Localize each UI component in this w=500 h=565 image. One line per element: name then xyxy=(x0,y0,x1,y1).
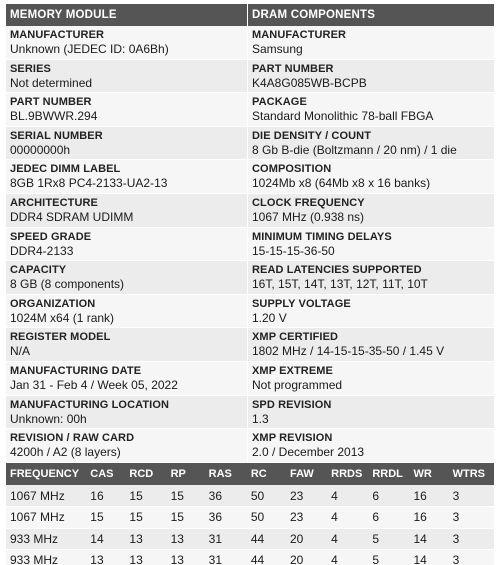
dram-field xyxy=(248,160,494,194)
table-row xyxy=(6,528,494,550)
table-cell: 36 xyxy=(205,485,247,507)
memory-module-field-value: DDR4 SDRAM UDIMM xyxy=(10,209,134,224)
memory-module-field xyxy=(6,127,247,161)
dram-field xyxy=(248,362,494,396)
memory-module-field-value: DDR4-2133 xyxy=(10,243,74,258)
memory-module-field-label: SPEED GRADE xyxy=(10,230,92,243)
dram-field xyxy=(248,93,494,127)
memory-module-field xyxy=(6,396,247,430)
table-cell: 4 xyxy=(327,528,368,550)
dram-components-fields xyxy=(248,26,494,463)
timing-column-header: WR xyxy=(409,463,448,485)
memory-module-field-label: SERIAL NUMBER xyxy=(10,129,103,142)
table-cell: 50 xyxy=(247,507,286,529)
timing-column-header: RP xyxy=(167,463,205,485)
timing-column-header: RC xyxy=(247,463,286,485)
timing-column-header: FREQUENCY xyxy=(6,463,86,485)
memory-module-field-label: MANUFACTURING DATE xyxy=(10,364,142,377)
memory-module-field-value: Not determined xyxy=(10,75,93,90)
table-cell: 36 xyxy=(205,507,247,529)
dram-field-value: 1024Mb x8 (64Mb x8 x 16 banks) xyxy=(252,176,431,191)
table-cell: 6 xyxy=(368,507,409,529)
dram-field-label: PACKAGE xyxy=(252,96,307,109)
memory-module-field xyxy=(6,160,247,194)
dram-field xyxy=(248,60,494,94)
table-cell: 16 xyxy=(409,485,448,507)
memory-module-field-label: REGISTER MODEL xyxy=(10,331,111,344)
timing-table xyxy=(6,463,494,565)
memory-module-field-label: ARCHITECTURE xyxy=(10,196,98,209)
table-row xyxy=(6,507,494,529)
memory-module-field-label: MANUFACTURING LOCATION xyxy=(10,398,170,411)
table-row xyxy=(6,485,494,507)
dram-field-label: SPD REVISION xyxy=(252,398,332,411)
table-cell: 14 xyxy=(409,528,448,550)
table-cell: 4 xyxy=(327,550,368,565)
memory-module-field-value: Jan 31 - Feb 4 / Week 05, 2022 xyxy=(10,377,178,392)
table-cell: 13 xyxy=(125,550,166,565)
dram-field-value: 8 Gb B-die (Boltzmann / 20 nm) / 1 die xyxy=(252,142,457,157)
memory-module-field-value: 8 GB (8 components) xyxy=(10,277,125,292)
memory-module-field xyxy=(6,228,247,262)
table-cell: 23 xyxy=(286,507,327,529)
memory-module-field-label: JEDEC DIMM LABEL xyxy=(10,163,121,176)
memory-module-field-value: 4200h / A2 (8 layers) xyxy=(10,445,121,460)
timing-column-header: RRDL xyxy=(368,463,409,485)
dram-field-value: 1802 MHz / 14-15-15-35-50 / 1.45 V xyxy=(252,344,445,359)
memory-module-field xyxy=(6,429,247,463)
memory-module-field-value: N/A xyxy=(10,344,31,359)
memory-module-field xyxy=(6,328,247,362)
table-cell: 16 xyxy=(409,507,448,529)
table-cell: 23 xyxy=(286,485,327,507)
table-cell: 1067 MHz xyxy=(6,507,86,529)
table-cell: 13 xyxy=(86,550,125,565)
memory-module-field-value: Unknown: 00h xyxy=(10,411,87,426)
table-cell: 20 xyxy=(286,550,327,565)
table-cell: 933 MHz xyxy=(6,528,86,550)
dram-field xyxy=(248,127,494,161)
timing-column-header: RCD xyxy=(125,463,166,485)
table-cell: 933 MHz xyxy=(6,550,86,565)
dram-field-label: SUPPLY VOLTAGE xyxy=(252,297,351,310)
dram-field xyxy=(248,261,494,295)
table-cell: 3 xyxy=(449,485,494,507)
dram-field xyxy=(248,194,494,228)
memory-module-field xyxy=(6,26,247,60)
memory-module-field xyxy=(6,295,247,329)
table-cell: 4 xyxy=(327,485,368,507)
dram-field-label: COMPOSITION xyxy=(252,163,332,176)
dram-field-label: PART NUMBER xyxy=(252,62,334,75)
table-cell: 44 xyxy=(247,528,286,550)
dram-field-label: XMP CERTIFIED xyxy=(252,331,339,344)
table-cell: 13 xyxy=(125,528,166,550)
dram-components-section xyxy=(248,4,494,458)
dram-field-value: 2.0 / December 2013 xyxy=(252,445,365,460)
table-cell: 6 xyxy=(368,485,409,507)
memory-module-field xyxy=(6,93,247,127)
timing-column-header: RRDS xyxy=(327,463,368,485)
table-cell: 50 xyxy=(247,485,286,507)
table-cell: 16 xyxy=(86,485,125,507)
table-cell: 44 xyxy=(247,550,286,565)
timing-column-header: WTRS xyxy=(449,463,494,485)
dram-field-label: CLOCK FREQUENCY xyxy=(252,196,365,209)
memory-module-field-value: BL.9BWWR.294 xyxy=(10,109,98,124)
memory-module-field-value: 1024M x64 (1 rank) xyxy=(10,310,115,325)
table-cell: 1067 MHz xyxy=(6,485,86,507)
dram-field xyxy=(248,396,494,430)
memory-module-field xyxy=(6,261,247,295)
table-cell: 3 xyxy=(449,550,494,565)
memory-module-field-label: REVISION / RAW CARD xyxy=(10,432,135,445)
memory-module-fields xyxy=(6,26,247,463)
memory-module-field-value: 00000000h xyxy=(10,142,71,157)
memory-module-field-label: CAPACITY xyxy=(10,264,67,277)
table-cell: 14 xyxy=(409,550,448,565)
dram-field-label: MANUFACTURER xyxy=(252,29,347,41)
memory-module-field-label: MANUFACTURER xyxy=(10,29,105,41)
memory-module-field-label: SERIES xyxy=(10,62,51,75)
timing-column-header: FAW xyxy=(286,463,327,485)
dram-field-label: MINIMUM TIMING DELAYS xyxy=(252,230,392,243)
memory-module-field xyxy=(6,362,247,396)
memory-module-field-label: PART NUMBER xyxy=(10,96,92,109)
dram-field-label: XMP REVISION xyxy=(252,432,333,445)
table-cell: 13 xyxy=(167,528,205,550)
table-cell: 31 xyxy=(205,528,247,550)
memory-module-field-value: 8GB 1Rx8 PC4-2133-UA2-13 xyxy=(10,176,168,191)
table-cell: 3 xyxy=(449,528,494,550)
dram-field xyxy=(248,26,494,60)
dram-field-label: DIE DENSITY / COUNT xyxy=(252,129,372,142)
dram-field-value: 1.20 V xyxy=(252,310,287,325)
table-cell: 15 xyxy=(125,485,166,507)
timing-table-header-row xyxy=(6,463,494,485)
dram-field xyxy=(248,328,494,362)
dram-field-value: Samsung xyxy=(252,42,303,56)
table-cell: 3 xyxy=(449,507,494,529)
table-cell: 5 xyxy=(368,550,409,565)
dram-components-header: DRAM COMPONENTS xyxy=(248,4,494,26)
dram-field-label: READ LATENCIES SUPPORTED xyxy=(252,264,422,277)
table-row xyxy=(6,550,494,565)
dram-field xyxy=(248,429,494,463)
dram-field-value: Not programmed xyxy=(252,377,343,392)
memory-module-field-value: Unknown (JEDEC ID: 0A6Bh) xyxy=(10,42,169,56)
dram-field-value: 15-15-15-36-50 xyxy=(252,243,335,258)
dram-field-value: 16T, 15T, 14T, 13T, 12T, 11T, 10T xyxy=(252,277,428,292)
table-cell: 15 xyxy=(86,507,125,529)
dram-field-value: K4A8G085WB-BCPB xyxy=(252,75,367,90)
info-columns xyxy=(6,4,494,458)
dram-field-value: 1067 MHz (0.938 ns) xyxy=(252,209,365,224)
dram-field-label: XMP EXTREME xyxy=(252,364,333,377)
dram-field-value: 1.3 xyxy=(252,411,269,426)
table-cell: 13 xyxy=(167,550,205,565)
dram-field xyxy=(248,295,494,329)
memory-module-field-label: ORGANIZATION xyxy=(10,297,96,310)
dram-field-value: Standard Monolithic 78-ball FBGA xyxy=(252,109,434,124)
memory-module-field xyxy=(6,60,247,94)
table-cell: 31 xyxy=(205,550,247,565)
memory-module-section xyxy=(6,4,247,458)
table-cell: 15 xyxy=(125,507,166,529)
dram-field xyxy=(248,228,494,262)
table-cell: 15 xyxy=(167,507,205,529)
timing-column-header: CAS xyxy=(86,463,125,485)
table-cell: 20 xyxy=(286,528,327,550)
timing-table-body xyxy=(6,485,494,565)
table-cell: 15 xyxy=(167,485,205,507)
table-cell: 14 xyxy=(86,528,125,550)
memory-module-field xyxy=(6,194,247,228)
memory-module-header: MEMORY MODULE xyxy=(6,4,247,26)
timing-column-header: RAS xyxy=(205,463,247,485)
table-cell: 4 xyxy=(327,507,368,529)
table-cell: 5 xyxy=(368,528,409,550)
